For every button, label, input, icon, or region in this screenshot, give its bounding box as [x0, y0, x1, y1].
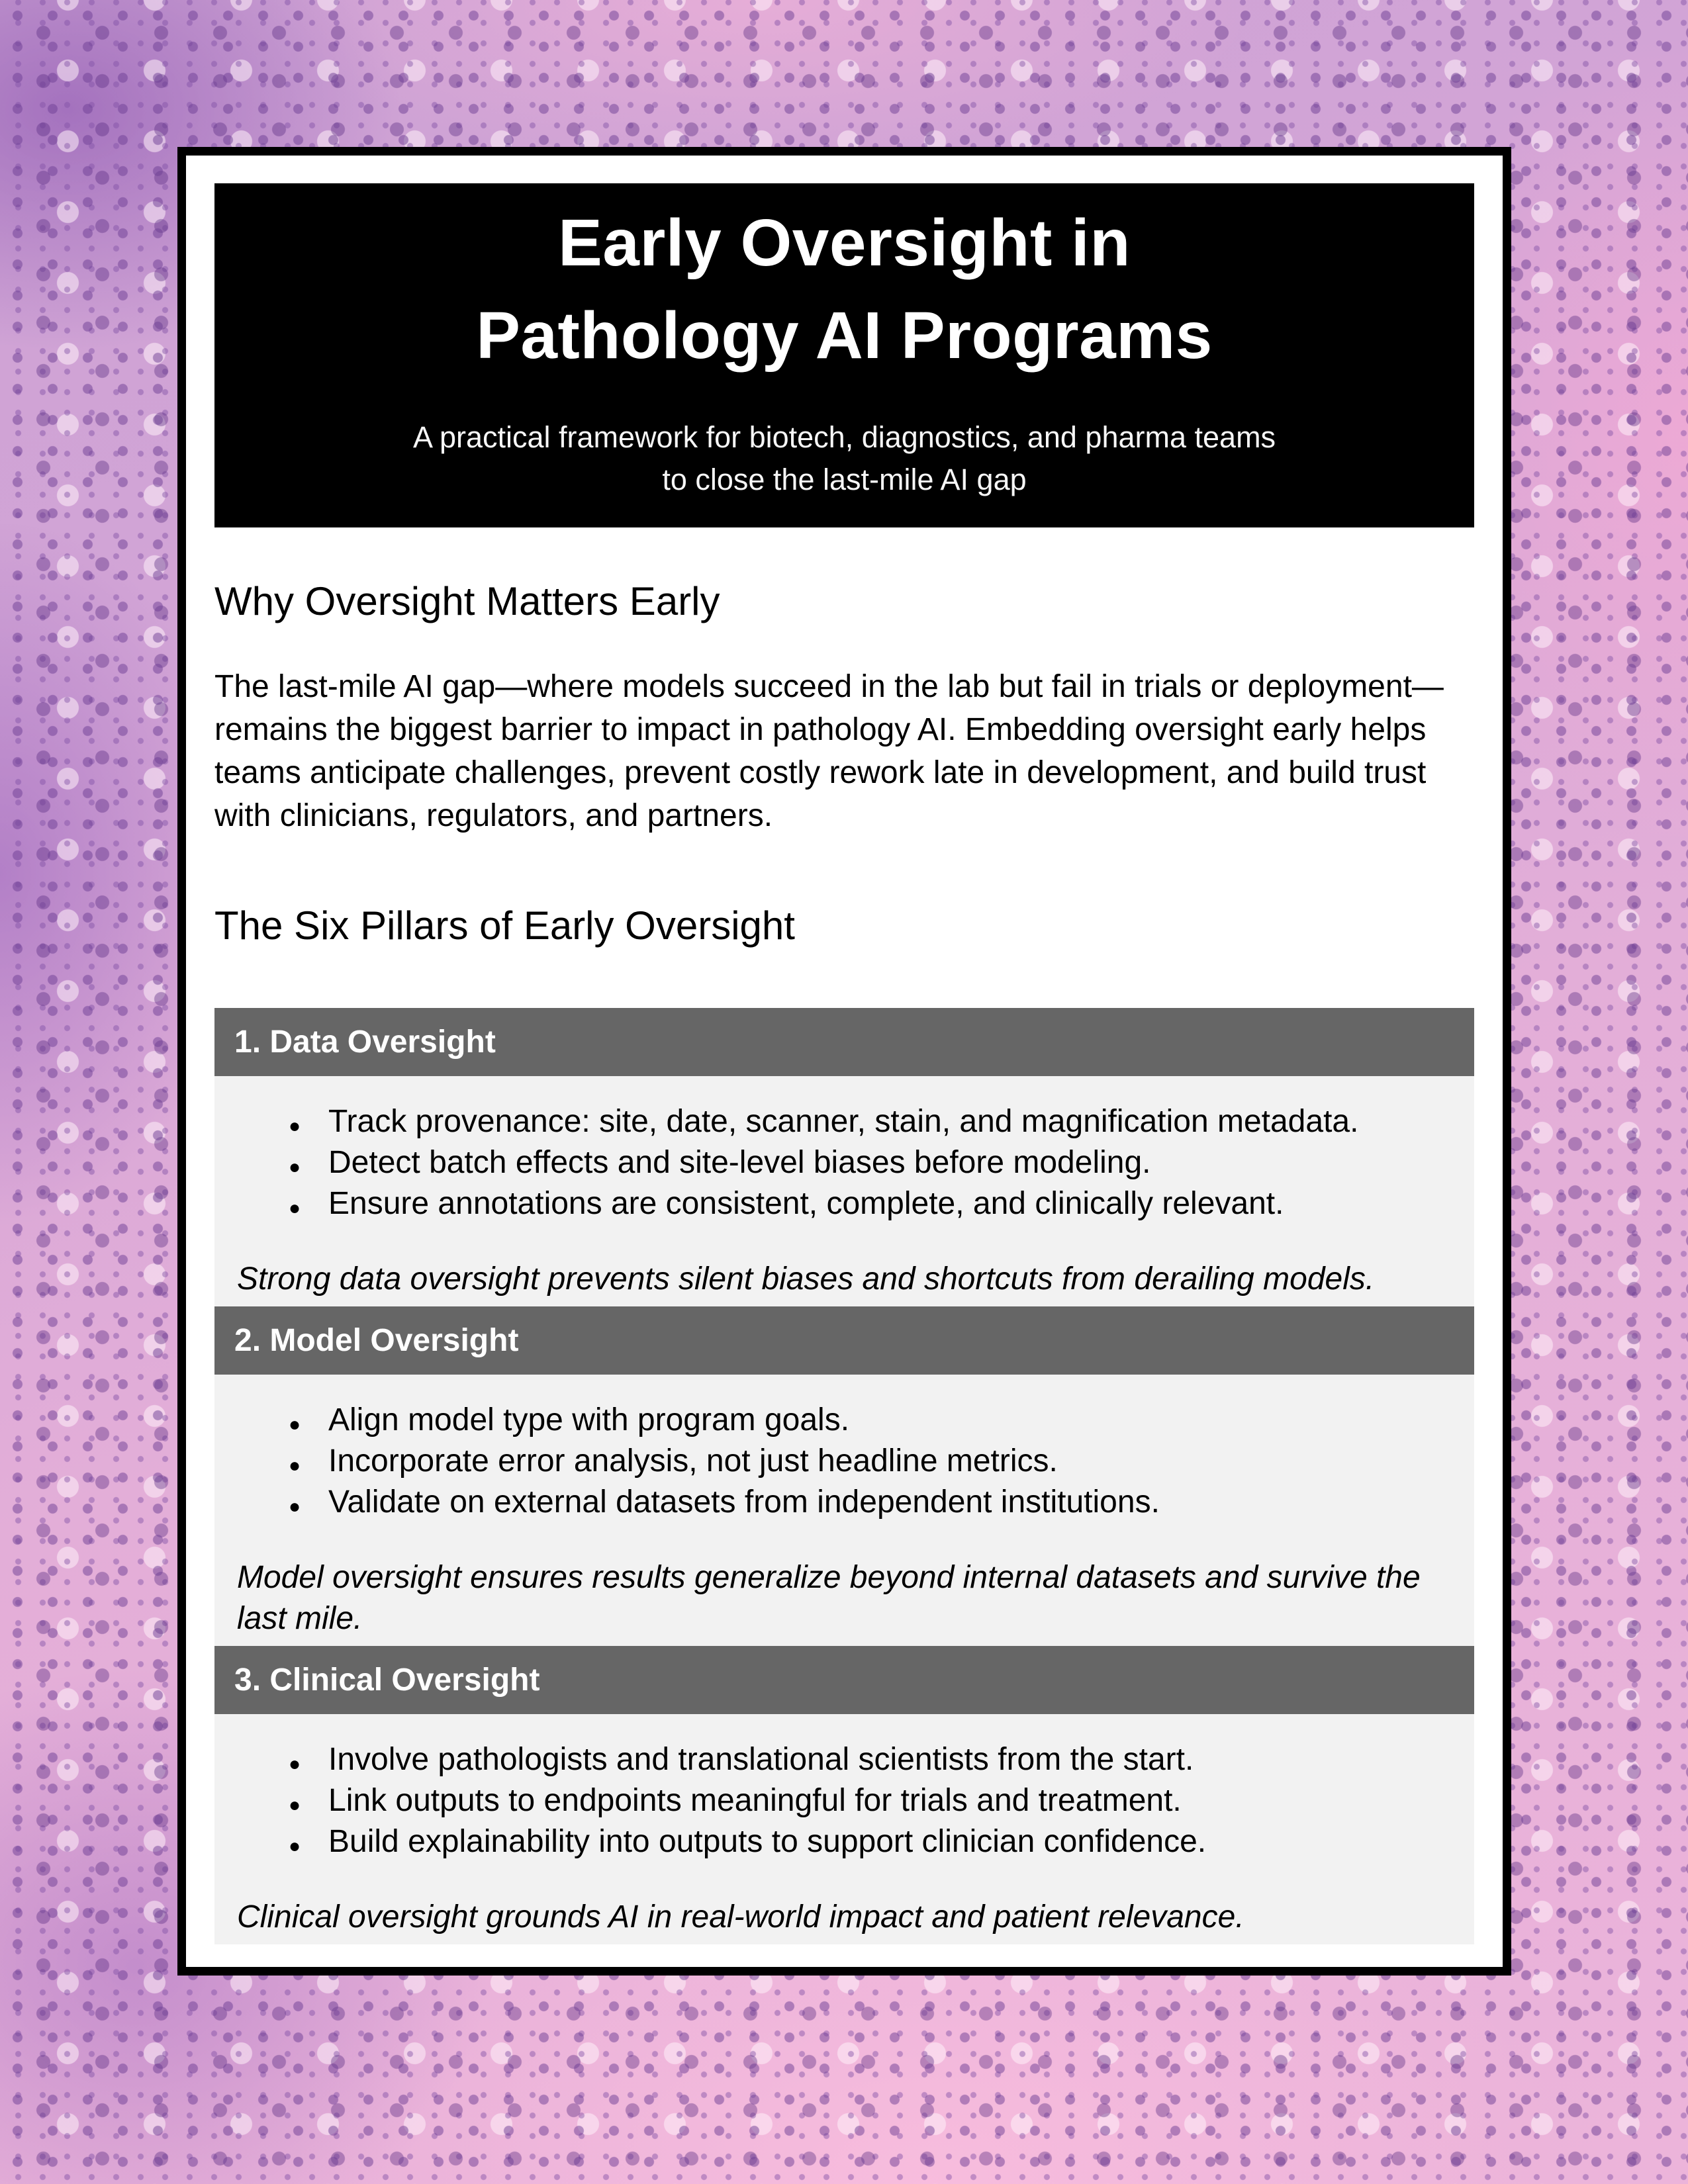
subtitle-line-2: to close the last-mile AI gap — [662, 463, 1027, 496]
pillar-section-model-oversight — [214, 1306, 1474, 1646]
section-heading-six-pillars: The Six Pillars of Early Oversight — [214, 903, 795, 948]
pillar-panel-data-oversight — [214, 1076, 1474, 1306]
pillar-section-data-oversight — [214, 1008, 1474, 1306]
bullet-item: ● Build explainability into outputs to support clinician confidence. — [287, 1821, 1448, 1862]
document-card — [177, 147, 1511, 1976]
bullet-item: ● Validate on external datasets from independent institutions. — [287, 1482, 1448, 1523]
pillar-summary-data-oversight: Strong data oversight prevents silent biases and shortcuts from derailing models. — [237, 1261, 1375, 1297]
title-banner — [214, 183, 1474, 527]
pillar-bullet-list — [214, 1739, 1448, 1862]
title-line-1: Early Oversight in — [558, 206, 1131, 280]
pillar-section-clinical-oversight — [214, 1646, 1474, 1944]
pillar-summary-clinical-oversight: Clinical oversight grounds AI in real-world impact and patient relevance. — [237, 1899, 1244, 1934]
bullet-item: ● Incorporate error analysis, not just headline metrics. — [287, 1441, 1448, 1482]
bullet-item: ● Ensure annotations are consistent, complete, and clinically relevant. — [287, 1183, 1448, 1224]
bullet-item: ● Align model type with program goals. — [287, 1400, 1448, 1441]
pillar-bullet-list — [214, 1101, 1448, 1224]
pillar-bullet-list — [214, 1400, 1448, 1523]
bullet-item: ● Link outputs to endpoints meaningful for trials and treatment. — [287, 1780, 1448, 1821]
bullet-item: ● Track provenance: site, date, scanner, stain, and magnification metadata. — [287, 1101, 1448, 1142]
document-subtitle — [214, 416, 1474, 501]
title-line-2: Pathology AI Programs — [476, 298, 1213, 373]
bullet-item: ● Involve pathologists and translational scientists from the start. — [287, 1739, 1448, 1780]
why-oversight-paragraph: The last-mile AI gap—where models succeed in the lab but fail in trials or deployment—remains the biggest barrier to impact in pathology AI. Embedding oversight early helps teams anticipate challenges, prevent costly rework late in development, and build trust with clinicians, regulators, and partners. — [214, 669, 1444, 833]
pillar-banner-clinical-oversight: 3. Clinical Oversight — [214, 1646, 1474, 1714]
pillar-banner-model-oversight: 2. Model Oversight — [214, 1306, 1474, 1375]
bullet-item: ● Detect batch effects and site-level biases before modeling. — [287, 1142, 1448, 1183]
section-heading-why-oversight: Why Oversight Matters Early — [214, 579, 720, 623]
document-title — [214, 197, 1474, 382]
pillar-banner-data-oversight: 1. Data Oversight — [214, 1008, 1474, 1076]
subtitle-line-1: A practical framework for biotech, diagnostics, and pharma teams — [412, 420, 1276, 454]
pillar-summary-model-oversight: Model oversight ensures results generalize beyond internal datasets and survive the last mile. — [237, 1560, 1421, 1636]
pillar-panel-clinical-oversight — [214, 1714, 1474, 1944]
pillar-panel-model-oversight — [214, 1375, 1474, 1646]
